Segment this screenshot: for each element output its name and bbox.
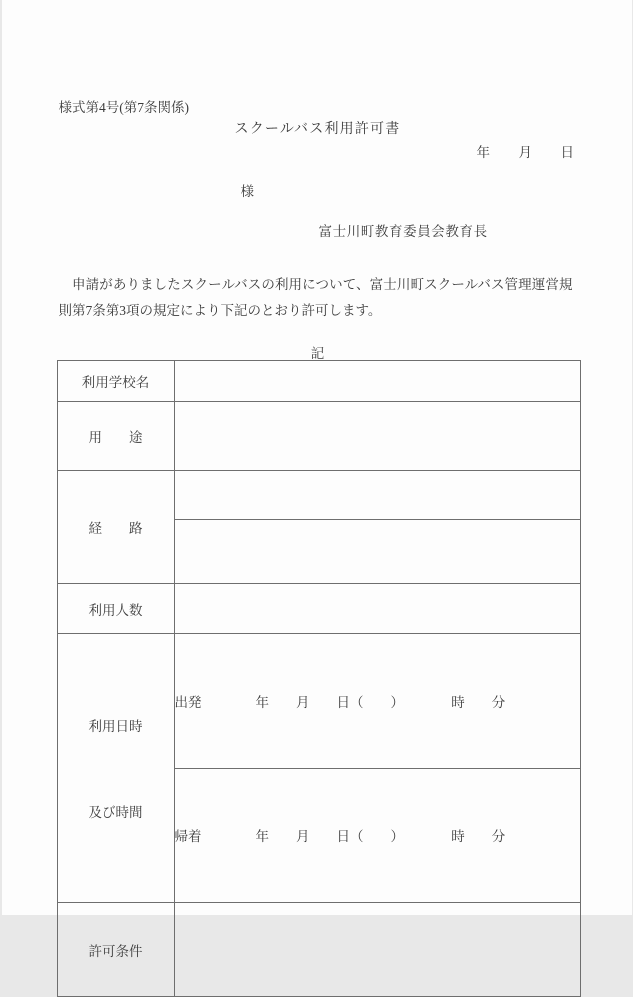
document-page <box>2 0 632 915</box>
passenger-count-label: 利用人数 <box>57 584 174 634</box>
permit-conditions-label: 許可条件 <box>57 903 174 997</box>
table-row <box>57 471 580 520</box>
table-row <box>57 634 580 769</box>
use-datetime-label-line1: 利用日時 <box>58 698 174 752</box>
table-row <box>57 903 580 997</box>
body-paragraph: 申請がありましたスクールバスの利用について、富士川町スクールバス管理運営規則第7条第3項の規定により下記のとおり許可します。 <box>59 272 573 323</box>
departure-datetime-field: 出発 年 月 日（ ） 時 分 <box>174 634 580 769</box>
purpose-label: 用 途 <box>57 402 174 471</box>
document-title: スクールバス利用許可書 <box>2 118 633 138</box>
return-datetime-field: 帰着 年 月 日（ ） 時 分 <box>174 768 580 903</box>
record-heading: 記 <box>2 342 633 362</box>
route-label: 経 路 <box>57 471 174 584</box>
route-field-top <box>174 471 580 520</box>
school-name-label: 利用学校名 <box>57 361 174 402</box>
issuer-title: 富士川町教育委員会教育長 <box>319 220 488 240</box>
issue-date-line: 年 月 日 <box>477 141 575 161</box>
purpose-field <box>174 402 580 471</box>
use-datetime-label <box>57 634 174 903</box>
table-row <box>57 402 580 471</box>
form-number: 様式第4号(第7条関係) <box>59 96 190 116</box>
addressee-honorific: 様 <box>241 180 255 200</box>
permit-conditions-field <box>174 903 580 997</box>
use-datetime-label-line2: 及び時間 <box>58 784 174 838</box>
passenger-count-field <box>174 584 580 634</box>
school-name-field <box>174 361 580 402</box>
route-field-bottom <box>174 520 580 584</box>
permit-table <box>57 360 581 997</box>
table-row <box>57 584 580 634</box>
table-row <box>57 361 580 402</box>
